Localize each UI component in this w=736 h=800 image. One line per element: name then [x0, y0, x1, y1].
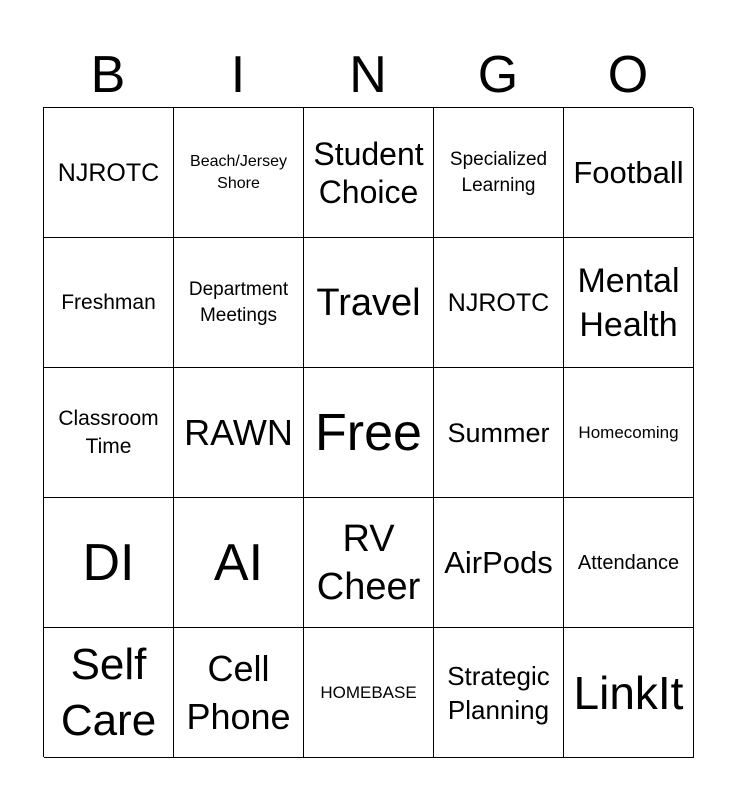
- cell-label: Mental Health: [577, 261, 680, 344]
- bingo-cell[interactable]: [564, 368, 694, 498]
- bingo-cell[interactable]: [174, 368, 304, 498]
- cell-label: Cell Phone: [186, 647, 291, 737]
- bingo-cell[interactable]: [44, 628, 174, 758]
- cell-label: NJROTC: [57, 158, 160, 187]
- cell-label: RAWN: [184, 411, 293, 453]
- cell-label: RV Cheer: [316, 517, 421, 608]
- cell-label: Homecoming: [578, 423, 679, 442]
- bingo-cell[interactable]: [434, 628, 564, 758]
- bingo-cell[interactable]: [304, 238, 434, 368]
- bingo-cell[interactable]: [174, 238, 304, 368]
- bingo-cell[interactable]: [304, 628, 434, 758]
- cell-label: Football: [573, 154, 684, 190]
- free-space-label: Free: [315, 403, 422, 462]
- bingo-header: [43, 44, 693, 106]
- header-letter-i: I: [230, 46, 246, 104]
- bingo-cell[interactable]: [304, 108, 434, 238]
- cell-label: Attendance: [577, 551, 680, 574]
- cell-label: Beach/Jersey Shore: [190, 152, 287, 192]
- free-space-cell[interactable]: [304, 368, 434, 498]
- bingo-cell[interactable]: [434, 368, 564, 498]
- bingo-cell[interactable]: [44, 498, 174, 628]
- cell-label: Strategic Planning: [447, 660, 550, 725]
- bingo-cell[interactable]: [434, 238, 564, 368]
- bingo-cell[interactable]: [564, 628, 694, 758]
- header-letter-o: O: [607, 46, 649, 104]
- bingo-cell[interactable]: [434, 498, 564, 628]
- bingo-cell[interactable]: [564, 498, 694, 628]
- cell-label: Travel: [316, 281, 421, 324]
- cell-label: Freshman: [61, 290, 156, 314]
- bingo-cell[interactable]: [434, 108, 564, 238]
- cell-label: NJROTC: [447, 288, 550, 317]
- bingo-cell[interactable]: [564, 108, 694, 238]
- cell-label: Specialized Learning: [449, 148, 548, 196]
- bingo-cell[interactable]: [44, 368, 174, 498]
- cell-label: AirPods: [444, 544, 553, 580]
- cell-label: Department Meetings: [188, 278, 289, 326]
- cell-label: AI: [213, 533, 264, 592]
- cell-label: LinkIt: [573, 666, 684, 719]
- bingo-cell[interactable]: [304, 498, 434, 628]
- cell-label: DI: [82, 533, 135, 592]
- bingo-cell[interactable]: [174, 498, 304, 628]
- header-letter-g: G: [477, 46, 519, 104]
- bingo-cell[interactable]: [174, 628, 304, 758]
- bingo-board: [43, 107, 693, 757]
- bingo-cell[interactable]: [174, 108, 304, 238]
- cell-label: Summer: [447, 417, 550, 448]
- bingo-cell[interactable]: [564, 238, 694, 368]
- cell-label: Self Care: [60, 639, 157, 745]
- bingo-cell[interactable]: [44, 238, 174, 368]
- header-letter-b: B: [90, 46, 126, 104]
- cell-label: HOMEBASE: [320, 683, 417, 702]
- cell-label: Classroom Time: [58, 406, 159, 458]
- bingo-cell[interactable]: [44, 108, 174, 238]
- header-letter-n: N: [349, 46, 387, 104]
- cell-label: Student Choice: [313, 135, 424, 210]
